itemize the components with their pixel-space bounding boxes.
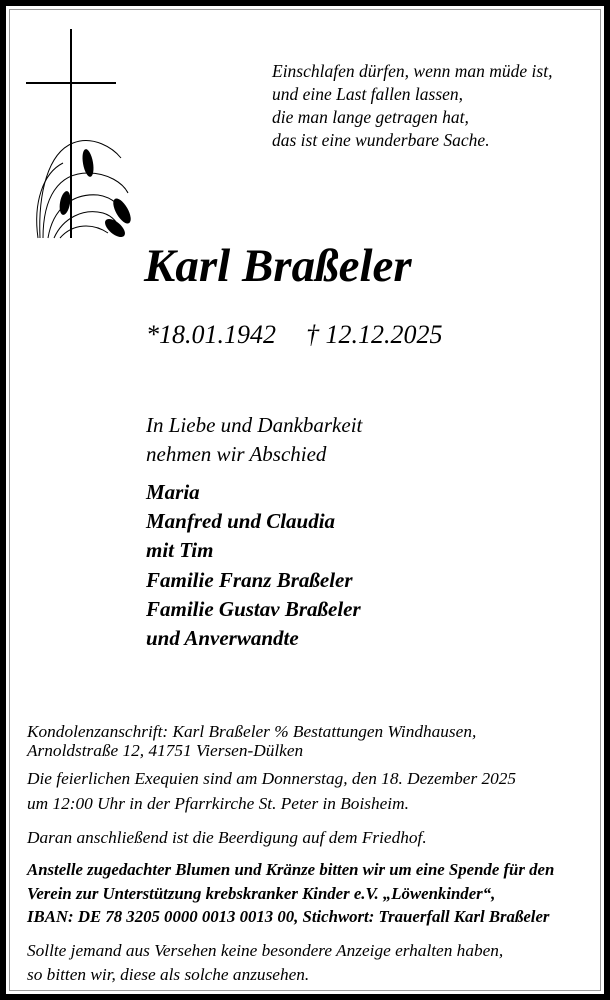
donation-request — [27, 858, 554, 929]
burial-info: Daran anschließend ist die Beerdigung auf dem Friedhof. — [27, 828, 427, 847]
poem-line: Einschlafen dürfen, wenn man müde ist, — [272, 61, 553, 81]
mourner: Manfred und Claudia — [146, 509, 336, 534]
life-dates — [146, 318, 473, 352]
cross-with-wheat-icon — [18, 23, 158, 255]
mourner: Maria — [146, 480, 200, 504]
notice-line: Sollte jemand aus Versehen keine besondere Anzeige erhalten haben, — [27, 941, 504, 960]
poem-line: das ist eine wunderbare Sache. — [272, 130, 490, 150]
mourners-list — [146, 478, 361, 653]
condolence-address — [27, 722, 476, 760]
farewell-line: In Liebe und Dankbarkeit — [146, 413, 363, 437]
mourner: mit Tim — [146, 538, 214, 563]
donation-line: IBAN: DE 78 3205 0000 0013 0013 00, Stichwort: Trauerfall Karl Braßeler — [27, 907, 550, 926]
condolence-line: Kondolenzanschrift: Karl Braßeler % Bestattungen Windhausen, — [27, 722, 477, 741]
service-info — [27, 766, 516, 816]
condolence-line: Arnoldstraße 12, 41751 Viersen-Dülken — [27, 741, 304, 760]
mourner: und Anverwandte — [146, 626, 299, 651]
poem-line: und eine Last fallen lassen, — [272, 84, 464, 104]
obituary-card — [6, 6, 604, 994]
poem-line: die man lange getragen hat, — [272, 107, 469, 127]
death-date: † 12.12.2025 — [306, 320, 443, 349]
farewell-text — [146, 411, 362, 469]
mourner: Familie Franz Braßeler — [146, 567, 353, 592]
donation-line: Verein zur Unterstützung krebskranker Kinder e.V. „Löwenkinder“, — [27, 883, 496, 903]
farewell-line: nehmen wir Abschied — [146, 442, 327, 466]
notice — [27, 939, 503, 987]
birth-date: *18.01.1942 — [146, 320, 276, 349]
notice-line: so bitten wir, diese als solche anzusehen. — [27, 965, 310, 984]
deceased-name: Karl Braßeler — [144, 240, 412, 292]
poem — [272, 60, 552, 152]
donation-line: Anstelle zugedachter Blumen und Kränze bitten wir um eine Spende für den — [27, 860, 555, 879]
mourner: Familie Gustav Braßeler — [146, 596, 361, 621]
service-line: Die feierlichen Exequien sind am Donnerstag, den 18. Dezember 2025 — [27, 769, 517, 788]
service-line: um 12:00 Uhr in der Pfarrkirche St. Peter in Boisheim. — [27, 794, 409, 813]
